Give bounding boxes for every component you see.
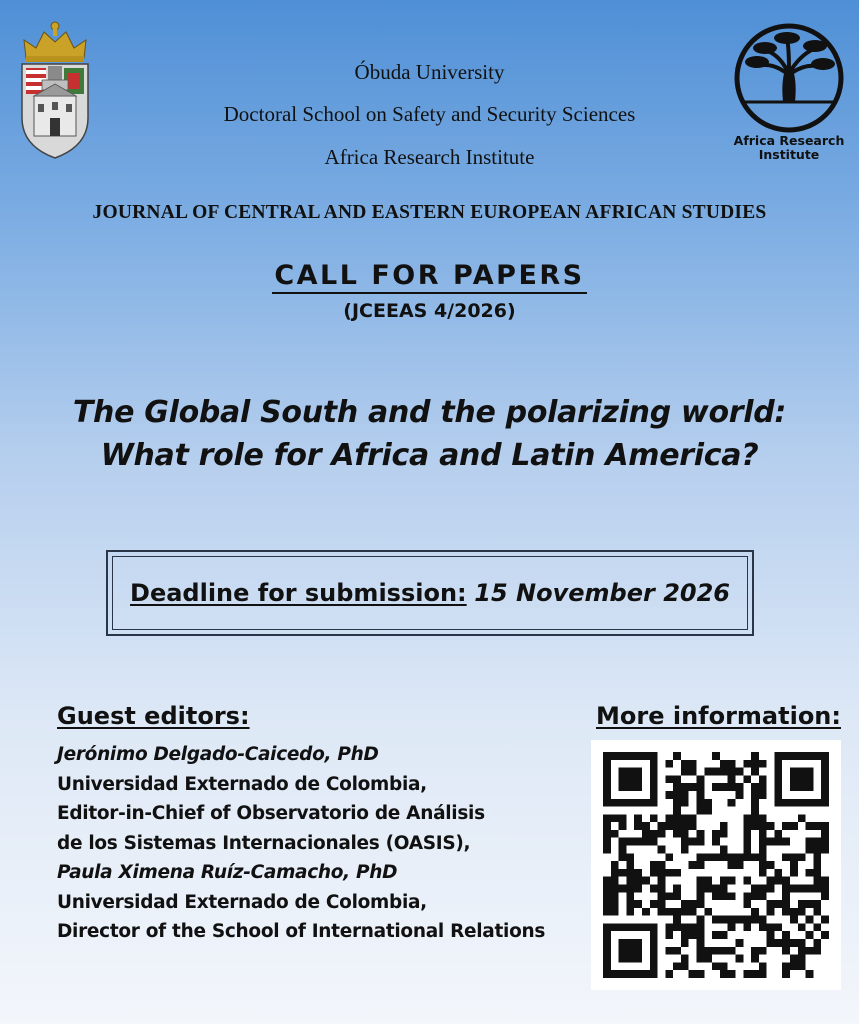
- institution-doctoral-school: Doctoral School on Safety and Security Sciences: [223, 102, 636, 126]
- logo-text-line-2: Institute: [758, 147, 820, 162]
- call-for-papers-heading: CALL FOR PAPERS: [272, 260, 586, 294]
- issue-number: (JCEEAS 4/2026): [343, 300, 516, 322]
- logo-text-line-1: Africa Research: [733, 133, 845, 148]
- guest-editors-heading: Guest editors:: [57, 702, 250, 730]
- institution-university: Óbuda University: [354, 60, 505, 84]
- qr-code-icon: [603, 752, 829, 978]
- theme-title-line-2: What role for Africa and Latin America?: [100, 438, 759, 473]
- editor-name: Paula Ximena Ruíz-Camacho, PhD: [57, 862, 398, 883]
- editor-affiliation: Universidad Externado de Colombia,: [57, 891, 427, 913]
- editor-name: Jerónimo Delgado-Caicedo, PhD: [57, 744, 379, 765]
- deadline-box: [106, 550, 754, 636]
- more-information-heading: More information:: [596, 702, 841, 730]
- institution-research-institute: Africa Research Institute: [324, 145, 535, 169]
- editor-role: Editor-in-Chief of Observatorio de Análisis: [57, 803, 485, 824]
- editors-list: [57, 740, 577, 947]
- editor-role: Director of the School of International Relations: [57, 921, 546, 942]
- theme-title-line-1: The Global South and the polarizing world:: [72, 395, 787, 430]
- deadline-label: Deadline for submission:: [130, 579, 467, 607]
- journal-title: JOURNAL OF CENTRAL AND EASTERN EUROPEAN AFRICAN STUDIES: [92, 202, 767, 223]
- deadline-date: 15 November 2026: [474, 579, 730, 607]
- university-crest-icon: [18, 18, 92, 162]
- qr-code[interactable]: [591, 740, 841, 990]
- editor-role: de los Sistemas Internacionales (OASIS),: [57, 832, 471, 854]
- editor-affiliation: Universidad Externado de Colombia,: [57, 773, 427, 795]
